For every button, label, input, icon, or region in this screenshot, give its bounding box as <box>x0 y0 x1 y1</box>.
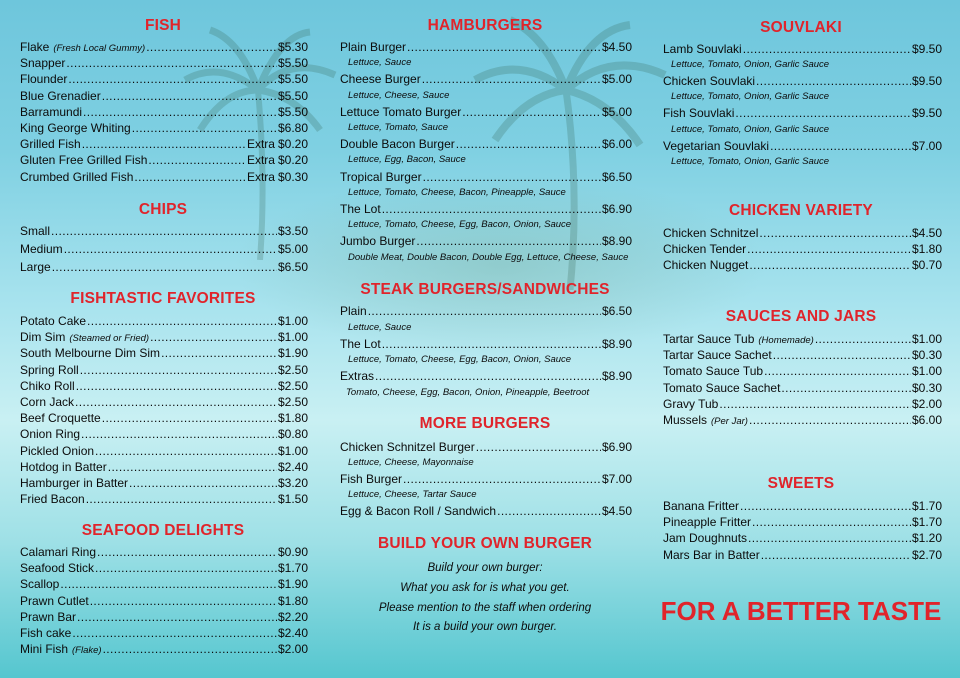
dot-leader <box>132 121 277 136</box>
item-price: $6.00 <box>911 413 942 427</box>
menu-item-crumbed-grilled-fish <box>20 170 308 185</box>
menu-item-hamburger-in-batter <box>20 476 308 491</box>
item-price: $6.50 <box>277 260 308 274</box>
menu-item-hotdog-in-batter <box>20 460 308 475</box>
item-price: $1.90 <box>277 577 308 592</box>
item-description: Lettuce, Tomato, Onion, Garlic Sauce <box>671 155 830 167</box>
dot-leader <box>52 260 277 275</box>
dot-leader <box>81 427 277 442</box>
menu-item-pineapple-fritter <box>663 515 942 530</box>
menu-item-mussels <box>663 413 942 429</box>
item-price: $6.80 <box>277 121 308 135</box>
item-name: Jumbo Burger <box>340 234 416 249</box>
item-name: Tomato Sauce Sachet <box>663 380 781 395</box>
item-description: Lettuce, Tomato, Onion, Garlic Sauce <box>671 123 830 135</box>
item-name: Prawn Bar <box>20 609 77 624</box>
chips-section-title: CHIPS <box>138 201 188 218</box>
item-price: $7.00 <box>911 138 942 153</box>
dot-leader <box>770 139 911 154</box>
item-description: Lettuce, Tomato, Cheese, Egg, Bacon, Onion, Sauce <box>348 354 572 366</box>
menu-item-small <box>20 224 308 239</box>
seafood-section-title: SEAFOOD DELIGHTS <box>81 522 245 539</box>
menu-item-chicken-tender <box>663 242 942 257</box>
item-name: The Lot <box>340 202 381 216</box>
item-price: $6.90 <box>601 202 632 216</box>
dot-leader <box>749 413 911 428</box>
item-name: Tartar Sauce Tub <box>663 332 755 346</box>
item-price: $9.50 <box>911 42 942 56</box>
item-name: Mini Fish <box>20 642 69 657</box>
item-price: $1.70 <box>911 515 942 530</box>
item-description: Double Meat, Double Bacon, Double Egg, Lettuce, Cheese, Sauce <box>348 251 629 263</box>
item-name: Potato Cake <box>20 314 87 328</box>
dot-leader <box>90 594 277 609</box>
byo-line: Please mention to the staff when ordering <box>378 602 592 614</box>
item-price: $5.50 <box>277 104 308 119</box>
dot-leader <box>759 226 911 241</box>
item-price: $0.20 <box>277 137 308 152</box>
item-extra-label: Extra <box>246 169 275 184</box>
item-description: Lettuce, Tomato, Sauce <box>348 122 448 133</box>
item-name: Mars Bar in Batter <box>663 547 760 562</box>
dot-leader <box>75 395 277 410</box>
menu-item-fish-souvlaki <box>663 106 942 121</box>
item-price: $1.70 <box>277 561 308 576</box>
menu-item-gravy-tub <box>663 397 942 412</box>
dot-leader <box>86 492 277 507</box>
item-price: $9.50 <box>911 74 942 89</box>
sweets-section-title: SWEETS <box>767 475 835 492</box>
item-price: $0.30 <box>277 169 308 184</box>
item-price: $1.50 <box>277 492 308 507</box>
dot-leader <box>68 72 277 87</box>
menu-item-tomato-sauce-tub <box>663 364 942 379</box>
item-name: Beef Croquette <box>20 411 101 426</box>
item-description: Lettuce, Sauce <box>348 57 412 69</box>
item-name: Large <box>20 260 51 274</box>
item-name: Snapper <box>20 56 66 71</box>
dot-leader <box>422 72 601 87</box>
item-description: Lettuce, Egg, Bacon, Sauce <box>348 154 466 166</box>
dot-leader <box>72 626 277 641</box>
item-price: $5.00 <box>277 242 308 256</box>
dot-leader <box>375 369 601 384</box>
item-name: Mussels <box>663 413 708 427</box>
item-price: $3.20 <box>277 476 308 490</box>
item-price: $2.50 <box>277 395 308 409</box>
item-name: Extras <box>340 369 375 384</box>
item-price: $8.90 <box>601 234 632 249</box>
menu-item-barramundi <box>20 105 308 120</box>
dot-leader <box>740 499 911 514</box>
menu-item-mars-bar-in-batter <box>663 548 942 563</box>
item-name: Spring Roll <box>20 362 79 377</box>
item-name: King George Whiting <box>20 121 131 135</box>
dot-leader <box>95 561 277 576</box>
item-price: $1.00 <box>911 332 942 346</box>
menu-item-plain <box>340 304 632 319</box>
item-name: Flake <box>20 40 50 54</box>
dot-leader <box>134 170 246 185</box>
menu-item-pickled-onion <box>20 444 308 459</box>
dot-leader <box>781 381 911 396</box>
item-description: Lettuce, Tomato, Cheese, Bacon, Pineapple, Sauce <box>348 186 566 198</box>
item-price: $4.50 <box>911 226 942 240</box>
item-price: $2.70 <box>911 547 942 562</box>
item-description: Lettuce, Tomato, Cheese, Egg, Bacon, Onion, Sauce <box>348 219 572 231</box>
build-your-own-title: BUILD YOUR OWN BURGER <box>377 535 593 552</box>
item-name: Blue Grenadier <box>20 88 101 103</box>
dot-leader <box>161 346 277 361</box>
item-price: $5.50 <box>277 72 308 87</box>
dot-leader <box>382 202 601 217</box>
item-name: Chiko Roll <box>20 378 75 393</box>
item-price: $1.00 <box>277 314 308 328</box>
chicken-section-title: CHICKEN VARIETY <box>729 202 873 219</box>
dot-leader <box>743 42 911 57</box>
item-note: (Per Jar) <box>711 416 748 427</box>
menu-item-the-lot <box>340 202 632 217</box>
dot-leader <box>719 397 911 412</box>
item-name: Fish Souvlaki <box>663 106 735 121</box>
item-name: Tropical Burger <box>340 169 422 184</box>
item-name: Vegetarian Souvlaki <box>663 138 770 153</box>
item-name: Corn Jack <box>20 395 75 409</box>
dot-leader <box>150 330 277 345</box>
menu-item-jumbo-burger <box>340 234 632 249</box>
item-price: $1.00 <box>277 330 308 345</box>
item-note: (Flake) <box>72 645 102 657</box>
item-name: Cheese Burger <box>340 72 421 87</box>
dot-leader <box>416 234 601 249</box>
dot-leader <box>97 545 277 560</box>
item-name: Banana Fritter <box>663 499 740 513</box>
item-name: Chicken Schnitzel <box>663 226 759 240</box>
byo-line: Build your own burger: <box>427 562 543 574</box>
menu-item-tomato-sauce-sachet <box>663 381 942 396</box>
item-name: Egg & Bacon Roll / Sandwich <box>340 503 497 518</box>
menu-item-chiko-roll <box>20 379 308 394</box>
hamburgers-section-title: HAMBURGERS <box>427 17 543 34</box>
dot-leader <box>368 304 601 319</box>
item-price: $0.30 <box>911 348 942 363</box>
souvlaki-section-title: SOUVLAKI <box>760 19 842 36</box>
item-name: Medium <box>20 242 63 256</box>
item-price: $2.20 <box>277 609 308 624</box>
dot-leader <box>82 137 246 152</box>
byo-line: What you ask for is what you get. <box>400 582 570 594</box>
dot-leader <box>80 363 277 378</box>
dot-leader <box>102 89 277 104</box>
menu-item-scallop <box>20 577 308 592</box>
menu-item-large <box>20 260 308 275</box>
item-price: $0.80 <box>277 427 308 442</box>
item-price: $1.90 <box>277 346 308 361</box>
menu-item-prawn-cutlet <box>20 594 308 609</box>
item-name: Chicken Nugget <box>663 258 749 273</box>
item-name: Plain <box>340 304 367 318</box>
dot-leader <box>51 224 277 239</box>
menu-item-snapper <box>20 56 308 71</box>
menu-item-tartar-sauce-sachet <box>663 348 942 363</box>
item-description: Lettuce, Sauce <box>348 321 412 333</box>
dot-leader <box>756 74 911 89</box>
menu-item-corn-jack <box>20 395 308 410</box>
item-name: Prawn Cutlet <box>20 593 89 608</box>
item-name: Hamburger in Batter <box>20 476 129 490</box>
item-price: $3.50 <box>277 224 308 238</box>
item-price: $6.00 <box>601 137 632 152</box>
item-name: Crumbed Grilled Fish <box>20 169 134 184</box>
item-name: Seafood Stick <box>20 561 95 576</box>
item-price: $6.50 <box>601 169 632 184</box>
menu-item-double-bacon-burger <box>340 137 632 152</box>
menu-item-banana-fritter <box>663 499 942 514</box>
dot-leader <box>148 153 246 168</box>
item-price: $6.50 <box>601 304 632 318</box>
item-description: Lettuce, Tomato, Onion, Garlic Sauce <box>671 59 830 71</box>
item-price: $8.90 <box>601 336 632 351</box>
dot-leader <box>76 379 277 394</box>
more-burgers-section-title: MORE BURGERS <box>419 415 551 432</box>
item-price: $2.00 <box>911 396 942 411</box>
item-price: $0.30 <box>911 380 942 395</box>
item-name: Scallop <box>20 577 60 592</box>
item-name: Calamari Ring <box>20 545 97 559</box>
item-name: Dim Sim <box>20 330 66 345</box>
item-description: Lettuce, Cheese, Sauce <box>348 89 450 101</box>
item-price: $1.20 <box>911 531 942 546</box>
menu-item-dim-sim <box>20 330 308 346</box>
dot-leader <box>815 332 911 347</box>
dot-leader <box>456 137 601 152</box>
item-name: Lamb Souvlaki <box>663 42 742 56</box>
sauces-section-title: SAUCES AND JARS <box>725 308 877 325</box>
item-name: Jam Doughnuts <box>663 531 748 546</box>
menu-item-plain-burger <box>340 40 632 55</box>
item-name: Chicken Souvlaki <box>663 74 756 89</box>
menu-item-fish-burger <box>340 472 632 487</box>
menu-item-potato-cake <box>20 314 308 329</box>
dot-leader <box>102 411 277 426</box>
menu-item-prawn-bar <box>20 610 308 625</box>
menu-item-jam-doughnuts <box>663 531 942 546</box>
dot-leader <box>747 242 911 257</box>
tagline: FOR A BETTER TASTE <box>660 596 942 626</box>
item-price: $5.00 <box>601 104 632 119</box>
dot-leader <box>752 515 911 530</box>
byo-line: It is a build your own burger. <box>412 621 558 633</box>
item-name: Tomato Sauce Tub <box>663 364 764 379</box>
item-name: Fish Burger <box>340 471 403 486</box>
menu-item-south-melbourne-dim-sim <box>20 346 308 361</box>
item-name: Barramundi <box>20 104 83 119</box>
item-name: Gluten Free Grilled Fish <box>20 153 148 168</box>
item-price: $5.50 <box>277 56 308 71</box>
item-price: $5.00 <box>601 72 632 87</box>
item-price: $1.00 <box>911 364 942 379</box>
dot-leader <box>95 444 277 459</box>
menu-item-tartar-sauce-tub <box>663 332 942 348</box>
menu-item-calamari-ring <box>20 545 308 560</box>
dot-leader <box>497 504 601 519</box>
item-price: $2.50 <box>277 362 308 377</box>
item-name: Double Bacon Burger <box>340 137 455 152</box>
item-name: Plain Burger <box>340 40 407 54</box>
item-price: $0.20 <box>277 153 308 168</box>
dot-leader <box>382 337 601 352</box>
dot-leader <box>60 577 277 592</box>
menu-item-chicken-nugget <box>663 258 942 273</box>
item-price: $0.70 <box>911 258 942 273</box>
menu-item-beef-croquette <box>20 411 308 426</box>
fishtastic-section-title: FISHTASTIC FAVORITES <box>70 290 256 307</box>
item-name: Chicken Tender <box>663 242 747 257</box>
menu-item-flounder <box>20 72 308 87</box>
item-name: Chicken Schnitzel Burger <box>340 440 475 454</box>
item-price: $2.50 <box>277 378 308 393</box>
dot-leader <box>764 364 911 379</box>
dot-leader <box>64 242 277 257</box>
dot-leader <box>462 105 601 120</box>
menu-item-king-george-whiting <box>20 121 308 136</box>
menu-item-lamb-souvlaki <box>663 42 942 57</box>
dot-leader <box>407 40 601 55</box>
menu-item-fish-cake <box>20 626 308 641</box>
item-price: $7.00 <box>601 471 632 486</box>
dot-leader <box>66 56 277 71</box>
item-price: $5.30 <box>277 40 308 54</box>
item-price: $0.90 <box>277 545 308 559</box>
menu-item-cheese-burger <box>340 72 632 87</box>
steak-section-title: STEAK BURGERS/SANDWICHES <box>360 281 610 298</box>
item-extra-label: Extra <box>246 137 275 152</box>
dot-leader <box>761 548 911 563</box>
dot-leader <box>83 105 277 120</box>
menu-item-tropical-burger <box>340 170 632 185</box>
item-price: $2.00 <box>277 642 308 657</box>
dot-leader <box>773 348 911 363</box>
menu-item-onion-ring <box>20 427 308 442</box>
item-note: (Steamed or Fried) <box>69 333 150 345</box>
item-price: $2.40 <box>277 626 308 640</box>
menu-item-lettuce-tomato-burger <box>340 105 632 120</box>
dot-leader <box>749 258 911 273</box>
item-name: Onion Ring <box>20 427 81 442</box>
item-price: $4.50 <box>601 40 632 54</box>
menu-item-extras <box>340 369 632 384</box>
menu-item-the-lot <box>340 337 632 352</box>
dot-leader <box>77 610 277 625</box>
menu-item-chicken-schnitzel-burger <box>340 440 632 455</box>
item-name: The Lot <box>340 336 381 351</box>
item-price: $6.90 <box>601 440 632 454</box>
item-description: Lettuce, Tomato, Onion, Garlic Sauce <box>671 91 830 103</box>
item-name: Fried Bacon <box>20 492 85 507</box>
item-price: $1.70 <box>911 499 942 513</box>
item-description: Tomato, Cheese, Egg, Bacon, Onion, Pineapple, Beetroot <box>346 386 590 398</box>
menu-item-mini-fish <box>20 642 308 658</box>
dot-leader <box>108 460 277 475</box>
menu-item-medium <box>20 242 308 257</box>
menu-item-grilled-fish <box>20 137 308 152</box>
item-price: $1.80 <box>911 242 942 257</box>
item-name: Lettuce Tomato Burger <box>340 104 462 119</box>
dot-leader <box>748 531 911 546</box>
dot-leader <box>476 440 601 455</box>
item-name: Small <box>20 224 51 238</box>
dot-leader <box>87 314 277 329</box>
item-description: Lettuce, Cheese, Mayonnaise <box>348 457 474 469</box>
item-name: Fish cake <box>20 626 72 640</box>
menu-item-fried-bacon <box>20 492 308 507</box>
item-name: Gravy Tub <box>663 396 719 411</box>
item-price: $1.80 <box>277 411 308 426</box>
fish-section-title: FISH <box>144 17 182 34</box>
item-name: Pickled Onion <box>20 443 95 458</box>
item-price: $5.50 <box>277 88 308 103</box>
item-name: Tartar Sauce Sachet <box>663 348 772 363</box>
item-name: Grilled Fish <box>20 137 81 152</box>
item-name: Pineapple Fritter <box>663 515 752 530</box>
item-price: $4.50 <box>601 503 632 518</box>
dot-leader <box>146 40 277 55</box>
menu-item-egg-bacon-roll-sandwich <box>340 504 632 519</box>
menu-item-blue-grenadier <box>20 89 308 104</box>
item-price: $1.00 <box>277 443 308 458</box>
menu-item-spring-roll <box>20 363 308 378</box>
dot-leader <box>129 476 277 491</box>
item-price: $9.50 <box>911 106 942 121</box>
item-extra-label: Extra <box>246 153 275 168</box>
item-name: South Melbourne Dim Sim <box>20 346 161 361</box>
menu-item-vegetarian-souvlaki <box>663 139 942 154</box>
menu-item-chicken-souvlaki <box>663 74 942 89</box>
item-description: Lettuce, Cheese, Tartar Sauce <box>348 489 477 500</box>
item-price: $2.40 <box>277 459 308 474</box>
dot-leader <box>735 106 911 121</box>
item-price: $1.80 <box>277 593 308 608</box>
dot-leader <box>423 170 601 185</box>
dot-leader <box>103 642 277 657</box>
item-price: $8.90 <box>601 369 632 384</box>
menu-item-gluten-free-grilled-fish <box>20 153 308 168</box>
dot-leader <box>403 472 601 487</box>
item-name: Flounder <box>20 72 68 87</box>
menu-item-chicken-schnitzel <box>663 226 942 241</box>
item-name: Hotdog in Batter <box>20 459 107 474</box>
item-note: (Homemade) <box>758 335 814 346</box>
menu-item-flake <box>20 40 308 56</box>
menu-item-seafood-stick <box>20 561 308 576</box>
item-note: (Fresh Local Gummy) <box>53 43 146 54</box>
